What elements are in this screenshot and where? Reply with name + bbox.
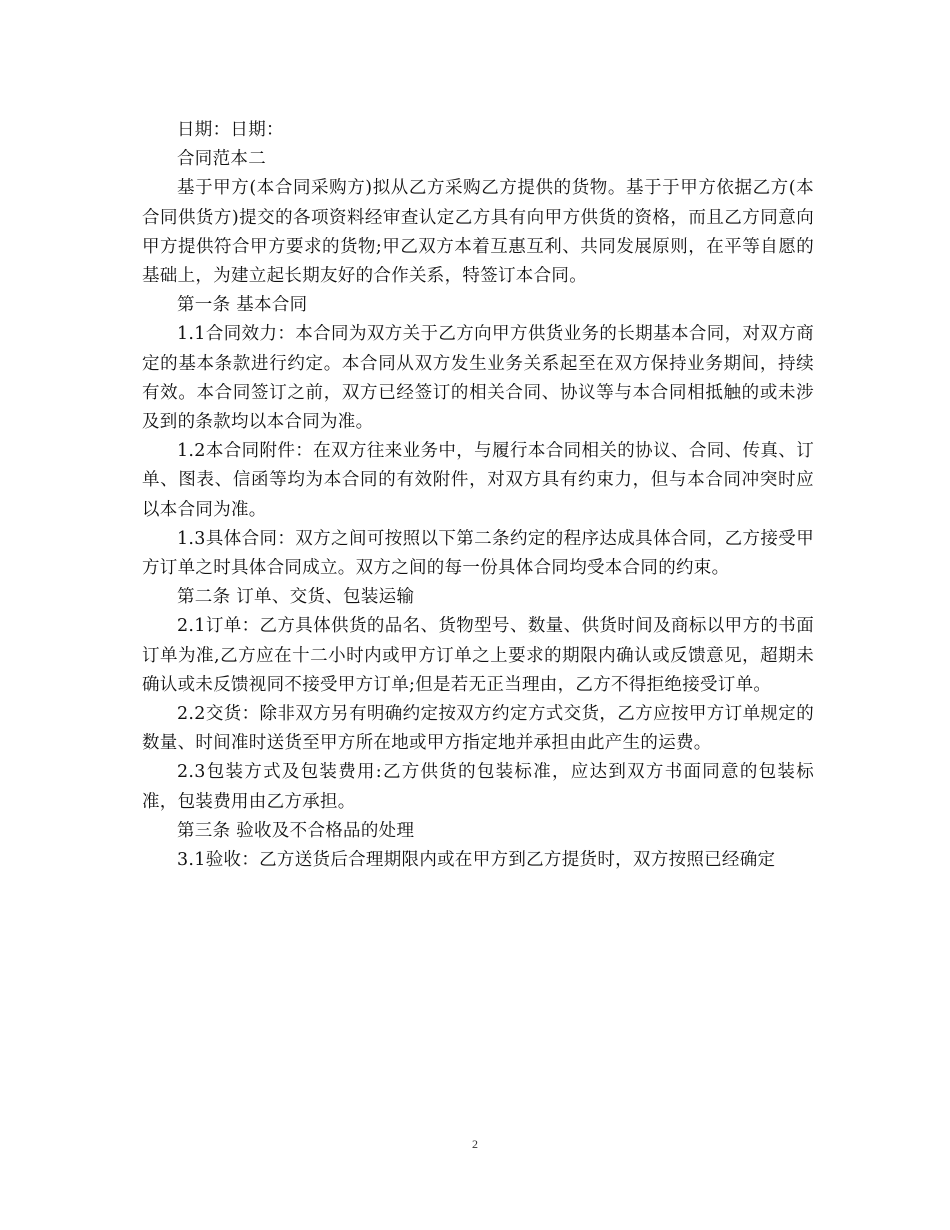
page-number: 2 bbox=[472, 1137, 478, 1151]
contract-template-title: 合同范本二 bbox=[177, 149, 266, 170]
article-3-heading: 第三条 验收及不合格品的处理 bbox=[177, 820, 415, 841]
article-2-heading: 第二条 订单、交货、包装运输 bbox=[177, 587, 415, 608]
clause-1-3: 1.3具体合同：双方之间可按照以下第二条约定的程序达成具体合同，乙方接受甲方订单之时具体合同成立。双方之间的每一份具体合同均受本合同的约束。 bbox=[142, 528, 814, 579]
preamble-paragraph: 基于甲方(本合同采购方)拟从乙方采购乙方提供的货物。基于于甲方依据乙方(本合同供货方)提交的各项资料经审查认定乙方具有向甲方供货的资格，而且乙方同意向甲方提供符合甲方要求的货物;甲乙双方本着互惠互利、共同发展原则，在平等自愿的基础上，为建立起长期友好的合作关系，特签订本合同。 bbox=[142, 178, 814, 287]
date-line: 日期：日期： bbox=[177, 120, 284, 140]
article-1-heading: 第一条 基本合同 bbox=[177, 295, 308, 316]
clause-1-2: 1.2本合同附件：在双方往来业务中，与履行本合同相关的协议、合同、传真、订单、图表、信函等均为本合同的有效附件，对双方具有约束力，但与本合同冲突时应以本合同为准。 bbox=[142, 441, 814, 520]
document-body bbox=[142, 116, 814, 875]
clause-1-1: 1.1合同效力：本合同为双方关于乙方向甲方供货业务的长期基本合同，对双方商定的基本条款进行约定。本合同从双方发生业务关系起至在双方保持业务期间，持续有效。本合同签订之前，双方已经签订的相关合同、协议等与本合同相抵触的或未涉及到的条款均以本合同为准。 bbox=[142, 324, 814, 433]
clause-2-2: 2.2交货：除非双方另有明确约定按双方约定方式交货，乙方应按甲方订单规定的数量、时间准时送货至甲方所在地或甲方指定地并承担由此产生的运费。 bbox=[142, 704, 814, 754]
clause-2-1: 2.1订单：乙方具体供货的品名、货物型号、数量、供货时间及商标以甲方的书面订单为准,乙方应在十二小时内或甲方订单之上要求的期限内确认或反馈意见，超期未确认或未反馈视同不接受甲方订单;但是若无正当理由，乙方不得拒绝接受订单。 bbox=[142, 616, 814, 695]
clause-3-1: 3.1验收：乙方送货后合理期限内或在甲方到乙方提货时，双方按照已经确定 bbox=[177, 850, 776, 871]
clause-2-3: 2.3包装方式及包装费用:乙方供货的包装标准，应达到双方书面同意的包装标准，包装费用由乙方承担。 bbox=[142, 762, 814, 812]
